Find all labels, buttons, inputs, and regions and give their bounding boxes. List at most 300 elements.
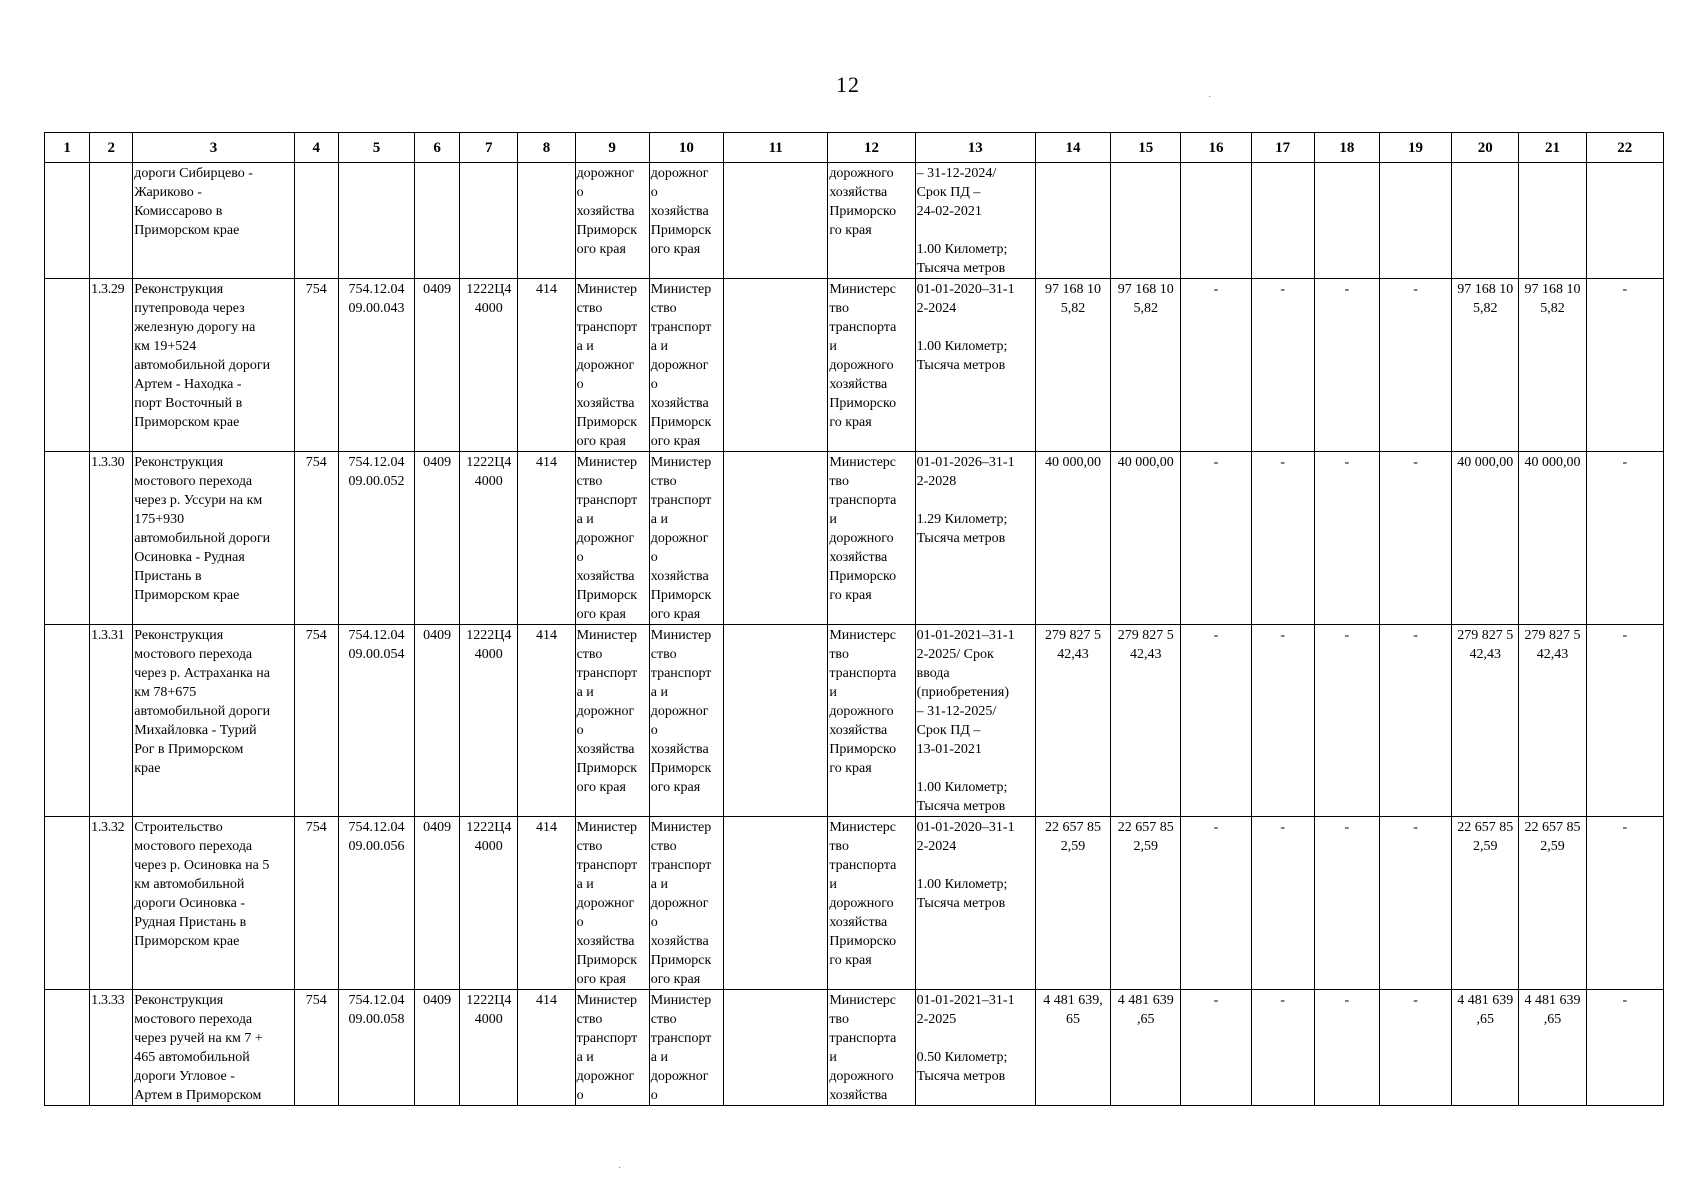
table-row (45, 452, 1664, 625)
cell-col-7-line: 4000 (474, 474, 503, 489)
cell-col-6: 0409 (415, 990, 460, 1106)
cell-col-12-line: дорожного (829, 531, 894, 546)
cell-col-12-line: го края (829, 588, 872, 603)
cell-col-10-line: а и (650, 339, 668, 354)
cell-col-12-line: дорожного (829, 704, 894, 719)
cell-col-15-line: 22 657 85 (1117, 820, 1174, 835)
period-line: Срок ПД – (916, 723, 981, 738)
object-name-line: Комиссарово в (134, 204, 223, 219)
cell-col-9-line: хозяйства (576, 569, 635, 584)
cell-col-10-line: транспорт (650, 1031, 712, 1046)
table-row (45, 163, 1664, 279)
cell-col-19: - (1379, 990, 1451, 1106)
item-number: 1.3.30 (90, 452, 133, 625)
period-line: – 31-12-2025/ (916, 704, 997, 719)
cell-col-14-line: 5,82 (1060, 301, 1086, 316)
cell-col-11 (724, 625, 828, 817)
cell-col-8: 414 (518, 279, 575, 452)
cell-col-12-line: Министерс (829, 282, 896, 297)
object-name-line: Реконструкция (134, 628, 224, 643)
cell-col-10 (649, 163, 723, 279)
cell-col-7-line: 4000 (474, 1012, 503, 1027)
cell-col-12-line: Министерс (829, 455, 896, 470)
cell-col-22: - (1586, 452, 1663, 625)
cell-col-14-line: 42,43 (1057, 647, 1089, 662)
cell-col-6: 0409 (415, 625, 460, 817)
object-name-line: дороги Сибирцево - (134, 166, 253, 181)
cell-col-6: 0409 (415, 817, 460, 990)
cell-col-17: - (1251, 990, 1314, 1106)
object-name-line: Реконструкция (134, 282, 224, 297)
cell-col-9-line: дорожног (576, 358, 635, 373)
cell-col-5-line: 754.12.04 (348, 628, 405, 643)
cell-col-4: 754 (294, 452, 338, 625)
object-name (133, 817, 294, 990)
object-name-line: через р. Астраханка на (134, 666, 270, 681)
cell-col-9-line: хозяйства (576, 396, 635, 411)
cell-col-10 (649, 279, 723, 452)
cell-col-5-line: 09.00.058 (348, 1012, 405, 1027)
cell-col-18: - (1314, 625, 1379, 817)
cell-col-19: - (1379, 625, 1451, 817)
column-header-21: 21 (1519, 133, 1586, 163)
cell-col-12-line: хозяйства (829, 1088, 888, 1103)
period-line: 01-01-2021–31-1 (916, 993, 1015, 1008)
cell-col-7 (460, 452, 518, 625)
cell-col-14-line: 4 481 639, (1043, 993, 1103, 1008)
column-header-18: 18 (1314, 133, 1379, 163)
cell-col-10-line: ство (650, 474, 677, 489)
cell-col-9 (575, 279, 649, 452)
cell-col-9-line: хозяйства (576, 934, 635, 949)
cell-col-10-line: а и (650, 685, 668, 700)
cell-col-10 (649, 817, 723, 990)
capacity-line: Тысяча метров (916, 799, 1006, 814)
column-header-17: 17 (1251, 133, 1314, 163)
cell-col-9-line: ого края (576, 434, 626, 449)
column-header-5: 5 (338, 133, 414, 163)
cell-col-15 (1111, 990, 1181, 1106)
item-number: 1.3.29 (90, 279, 133, 452)
cell-col-12-line: дорожного (829, 358, 894, 373)
cell-col-5 (338, 279, 414, 452)
cell-col-20-line: 5,82 (1473, 301, 1498, 316)
object-name-line: км 19+524 (134, 339, 197, 354)
cell-col-10-line: а и (650, 877, 668, 892)
cell-col-10-line: дорожног (650, 1069, 709, 1084)
cell-col-15-line: 4 481 639 (1117, 993, 1174, 1008)
cell-col-12-line: тво (829, 1012, 849, 1027)
cell-col-9-line: Министер (576, 628, 638, 643)
cell-col-12-line: Приморско (829, 204, 897, 219)
cell-col-7-line: 4000 (474, 647, 503, 662)
cell-col-21-line: 42,43 (1536, 647, 1569, 662)
object-name (133, 625, 294, 817)
cell-col-9 (575, 452, 649, 625)
cell-col-5-line: 754.12.04 (348, 820, 405, 835)
cell-col-7 (460, 163, 518, 279)
budget-table (44, 132, 1664, 1106)
cell-col-7-line: 1222Ц4 (466, 820, 512, 835)
cell-col-10 (649, 990, 723, 1106)
capacity-line: 1.00 Километр; (916, 780, 1008, 795)
column-header-14: 14 (1035, 133, 1110, 163)
cell-col-1 (45, 990, 90, 1106)
cell-col-12 (828, 625, 915, 817)
cell-col-1 (45, 452, 90, 625)
cell-col-17 (1251, 163, 1314, 279)
cell-col-10-line: дорожног (650, 166, 709, 181)
period-line: 13-01-2021 (916, 742, 982, 757)
item-number: 1.3.32 (90, 817, 133, 990)
capacity-line: 1.29 Километр; (916, 512, 1008, 527)
cell-col-9-line: Приморск (576, 588, 638, 603)
cell-col-9-line: а и (576, 685, 594, 700)
table-row (45, 625, 1664, 817)
cell-col-19: - (1379, 817, 1451, 990)
cell-col-10-line: ого края (650, 780, 701, 795)
object-name-line: мостового перехода (134, 839, 253, 854)
period-line: – 31-12-2024/ (916, 166, 997, 181)
column-header-7: 7 (460, 133, 518, 163)
cell-col-14 (1035, 990, 1110, 1106)
cell-col-5-line: 09.00.054 (348, 647, 405, 662)
cell-col-12 (828, 279, 915, 452)
cell-col-15-line: 40 000,00 (1117, 455, 1174, 470)
object-name-line: км автомобильной (134, 877, 245, 892)
cell-col-9-line: ого края (576, 607, 626, 622)
object-name-line: Осиновка - Рудная (134, 550, 245, 565)
header-row (45, 133, 1664, 163)
cell-col-22 (1586, 163, 1663, 279)
period-line: ввода (916, 666, 950, 681)
cell-col-5-line: 09.00.043 (348, 301, 405, 316)
period-line: 2-2025 (916, 1012, 957, 1027)
cell-col-20-line: 22 657 85 (1457, 820, 1514, 835)
cell-col-13 (915, 163, 1035, 279)
object-name (133, 452, 294, 625)
cell-col-5 (338, 817, 414, 990)
cell-col-21 (1519, 452, 1586, 625)
cell-col-20-line: 40 000,00 (1457, 455, 1514, 470)
cell-col-9-line: хозяйства (576, 742, 635, 757)
column-header-2: 2 (90, 133, 133, 163)
cell-col-21 (1519, 817, 1586, 990)
cell-col-9-line: транспорт (576, 493, 638, 508)
cell-col-9-line: Приморск (576, 223, 638, 238)
cell-col-7 (460, 279, 518, 452)
cell-col-13 (915, 452, 1035, 625)
cell-col-14 (1035, 452, 1110, 625)
column-header-19: 19 (1379, 133, 1451, 163)
cell-col-9-line: транспорт (576, 666, 638, 681)
cell-col-16: - (1181, 990, 1251, 1106)
cell-col-12-line: дорожного (829, 166, 894, 181)
cell-col-20 (1452, 279, 1519, 452)
cell-col-14-line: 2,59 (1060, 839, 1086, 854)
cell-col-10-line: Приморск (650, 415, 712, 430)
cell-col-10-line: ого края (650, 972, 701, 987)
cell-col-15-line: 5,82 (1133, 301, 1158, 316)
cell-col-10-line: транспорт (650, 493, 712, 508)
period-line: 01-01-2026–31-1 (916, 455, 1015, 470)
cell-col-9-line: ого края (576, 972, 626, 987)
spacer (917, 318, 1034, 337)
cell-col-21-line: 4 481 639 (1524, 993, 1581, 1008)
cell-col-10-line: Приморск (650, 588, 712, 603)
cell-col-12-line: и (829, 685, 837, 700)
cell-col-10-line: Министер (650, 282, 712, 297)
cell-col-15 (1111, 817, 1181, 990)
table-row (45, 990, 1664, 1106)
cell-col-10-line: хозяйства (650, 204, 709, 219)
period-line: Срок ПД – (916, 185, 981, 200)
object-name-line: через р. Осиновка на 5 (134, 858, 270, 873)
cell-col-7 (460, 817, 518, 990)
cell-col-10-line: ого края (650, 607, 701, 622)
cell-col-13 (915, 990, 1035, 1106)
column-header-22: 22 (1586, 133, 1663, 163)
column-header-15: 15 (1111, 133, 1181, 163)
object-name-line: 465 автомобильной (134, 1050, 250, 1065)
cell-col-7-line: 1222Ц4 (466, 628, 512, 643)
table-row (45, 817, 1664, 990)
cell-col-21-line: 97 168 10 (1524, 282, 1581, 297)
cell-col-16: - (1181, 452, 1251, 625)
cell-col-20-line: 4 481 639 (1457, 993, 1514, 1008)
cell-col-9-line: а и (576, 877, 594, 892)
cell-col-15-line: 2,59 (1133, 839, 1158, 854)
object-name-line: Реконструкция (134, 993, 224, 1008)
cell-col-9-line: ство (576, 839, 603, 854)
cell-col-12-line: хозяйства (829, 723, 888, 738)
cell-col-13 (915, 817, 1035, 990)
cell-col-18: - (1314, 279, 1379, 452)
cell-col-10-line: транспорт (650, 858, 712, 873)
cell-col-12-line: хозяйства (829, 550, 888, 565)
cell-col-15 (1111, 279, 1181, 452)
object-name-line: железную дорогу на (134, 320, 256, 335)
cell-col-12-line: хозяйства (829, 377, 888, 392)
cell-col-10-line: о (650, 723, 658, 738)
cell-col-21-line: 5,82 (1540, 301, 1565, 316)
cell-col-18 (1314, 163, 1379, 279)
capacity-line: Тысяча метров (916, 261, 1006, 276)
cell-col-9-line: дорожног (576, 531, 635, 546)
object-name-line: Рог в Приморском (134, 742, 244, 757)
object-name-line: Артем в Приморском (134, 1088, 262, 1103)
cell-col-9-line: дорожног (576, 1069, 635, 1084)
cell-col-12 (828, 817, 915, 990)
cell-col-13 (915, 625, 1035, 817)
object-name-line: путепровода через (134, 301, 245, 316)
cell-col-9-line: Приморск (576, 415, 638, 430)
object-name-line: Приморском крае (134, 223, 240, 238)
spacer (917, 491, 1034, 510)
object-name-line: Строительство (134, 820, 223, 835)
cell-col-13 (915, 279, 1035, 452)
cell-col-12-line: Приморско (829, 742, 897, 757)
capacity-line: Тысяча метров (916, 896, 1006, 911)
cell-col-10-line: транспорт (650, 666, 712, 681)
item-number: 1.3.31 (90, 625, 133, 817)
cell-col-19: - (1379, 452, 1451, 625)
cell-col-10-line: ого края (650, 242, 701, 257)
capacity-line: 1.00 Километр; (916, 242, 1008, 257)
cell-col-10-line: о (650, 377, 658, 392)
cell-col-12-line: Министерс (829, 993, 896, 1008)
cell-col-8: 414 (518, 625, 575, 817)
cell-col-10-line: дорожног (650, 896, 709, 911)
cell-col-20 (1452, 990, 1519, 1106)
cell-col-10-line: Министер (650, 455, 712, 470)
period-line: 2-2024 (916, 301, 957, 316)
cell-col-4: 754 (294, 279, 338, 452)
object-name (133, 279, 294, 452)
cell-col-4: 754 (294, 625, 338, 817)
cell-col-9 (575, 817, 649, 990)
period-line: 01-01-2021–31-1 (916, 628, 1015, 643)
cell-col-9-line: ство (576, 474, 603, 489)
cell-col-11 (724, 817, 828, 990)
cell-col-9 (575, 163, 649, 279)
cell-col-12-line: го края (829, 953, 872, 968)
cell-col-21 (1519, 625, 1586, 817)
object-name-line: Пристань в (134, 569, 202, 584)
cell-col-8 (518, 163, 575, 279)
cell-col-9-line: а и (576, 512, 594, 527)
cell-col-10-line: о (650, 915, 658, 930)
cell-col-10-line: о (650, 550, 658, 565)
cell-col-10-line: хозяйства (650, 742, 709, 757)
cell-col-20 (1452, 817, 1519, 990)
period-line: (приобретения) (916, 685, 1009, 700)
cell-col-14 (1035, 279, 1110, 452)
cell-col-12-line: транспорта (829, 493, 897, 508)
cell-col-11 (724, 990, 828, 1106)
cell-col-16: - (1181, 279, 1251, 452)
cell-col-5 (338, 990, 414, 1106)
cell-col-12-line: тво (829, 647, 849, 662)
capacity-line: Тысяча метров (916, 358, 1006, 373)
cell-col-16: - (1181, 817, 1251, 990)
cell-col-11 (724, 163, 828, 279)
cell-col-10-line: транспорт (650, 320, 712, 335)
cell-col-12-line: Приморско (829, 569, 897, 584)
cell-col-10-line: ство (650, 647, 677, 662)
cell-col-20-line: 97 168 10 (1457, 282, 1514, 297)
cell-col-9-line: а и (576, 339, 594, 354)
cell-col-17: - (1251, 452, 1314, 625)
cell-col-12-line: транспорта (829, 666, 897, 681)
cell-col-10-line: ство (650, 1012, 677, 1027)
cell-col-9-line: дорожног (576, 704, 635, 719)
cell-col-7 (460, 990, 518, 1106)
cell-col-12-line: и (829, 1050, 837, 1065)
object-name-line: Михайловка - Турий (134, 723, 257, 738)
object-name-line: Рудная Пристань в (134, 915, 247, 930)
object-name-line: автомобильной дороги (134, 704, 271, 719)
cell-col-5-line: 09.00.052 (348, 474, 405, 489)
cell-col-10 (649, 625, 723, 817)
cell-col-12 (828, 990, 915, 1106)
cell-col-7-line: 4000 (474, 301, 503, 316)
cell-col-21-line: 22 657 85 (1524, 820, 1581, 835)
cell-col-17: - (1251, 625, 1314, 817)
cell-col-9-line: ство (576, 301, 603, 316)
cell-col-6: 0409 (415, 279, 460, 452)
column-header-12: 12 (828, 133, 915, 163)
cell-col-10-line: хозяйства (650, 569, 709, 584)
cell-col-15-line: 279 827 5 (1117, 628, 1174, 643)
column-header-1: 1 (45, 133, 90, 163)
cell-col-10-line: дорожног (650, 358, 709, 373)
cell-col-12-line: тво (829, 474, 849, 489)
cell-col-9-line: транспорт (576, 320, 638, 335)
cell-col-19: - (1379, 279, 1451, 452)
cell-col-12-line: Приморско (829, 934, 897, 949)
cell-col-12-line: тво (829, 301, 849, 316)
cell-col-14-line: 22 657 85 (1045, 820, 1102, 835)
cell-col-9-line: Министер (576, 993, 638, 1008)
cell-col-9-line: дорожног (576, 896, 635, 911)
scan-speck: · (618, 1163, 622, 1174)
period-line: 24-02-2021 (916, 204, 982, 219)
object-name (133, 163, 294, 279)
cell-col-21-line: 2,59 (1540, 839, 1565, 854)
cell-col-11 (724, 452, 828, 625)
cell-col-17: - (1251, 817, 1314, 990)
cell-col-9 (575, 990, 649, 1106)
cell-col-14-line: 279 827 5 (1045, 628, 1102, 643)
cell-col-20-line: 42,43 (1469, 647, 1501, 662)
cell-col-6: 0409 (415, 452, 460, 625)
cell-col-6 (415, 163, 460, 279)
cell-col-21-line: 279 827 5 (1524, 628, 1581, 643)
cell-col-5 (338, 452, 414, 625)
cell-col-4 (294, 163, 338, 279)
period-line: 2-2025/ Срок (916, 647, 994, 662)
cell-col-9-line: транспорт (576, 858, 638, 873)
object-name-line: мостового перехода (134, 474, 253, 489)
cell-col-9-line: о (576, 915, 584, 930)
cell-col-22: - (1586, 279, 1663, 452)
cell-col-5-line: 09.00.056 (348, 839, 405, 854)
cell-col-4: 754 (294, 817, 338, 990)
object-name-line: порт Восточный в (134, 396, 243, 411)
cell-col-5-line: 754.12.04 (348, 993, 405, 1008)
cell-col-9-line: о (576, 185, 584, 200)
spacer (917, 221, 1034, 240)
cell-col-10-line: о (650, 185, 658, 200)
cell-col-10-line: а и (650, 1050, 668, 1065)
cell-col-9-line: о (576, 723, 584, 738)
cell-col-1 (45, 279, 90, 452)
cell-col-12-line: и (829, 877, 837, 892)
cell-col-12 (828, 452, 915, 625)
period-line: 2-2024 (916, 839, 957, 854)
capacity-line: 0.50 Километр; (916, 1050, 1008, 1065)
page-number: 12 (836, 72, 860, 97)
column-header-6: 6 (415, 133, 460, 163)
spacer (917, 856, 1034, 875)
cell-col-12-line: Приморско (829, 396, 897, 411)
cell-col-9-line: ство (576, 1012, 603, 1027)
cell-col-8: 414 (518, 990, 575, 1106)
cell-col-20 (1452, 163, 1519, 279)
cell-col-14-line: 40 000,00 (1045, 455, 1102, 470)
cell-col-9-line: дорожног (576, 166, 635, 181)
